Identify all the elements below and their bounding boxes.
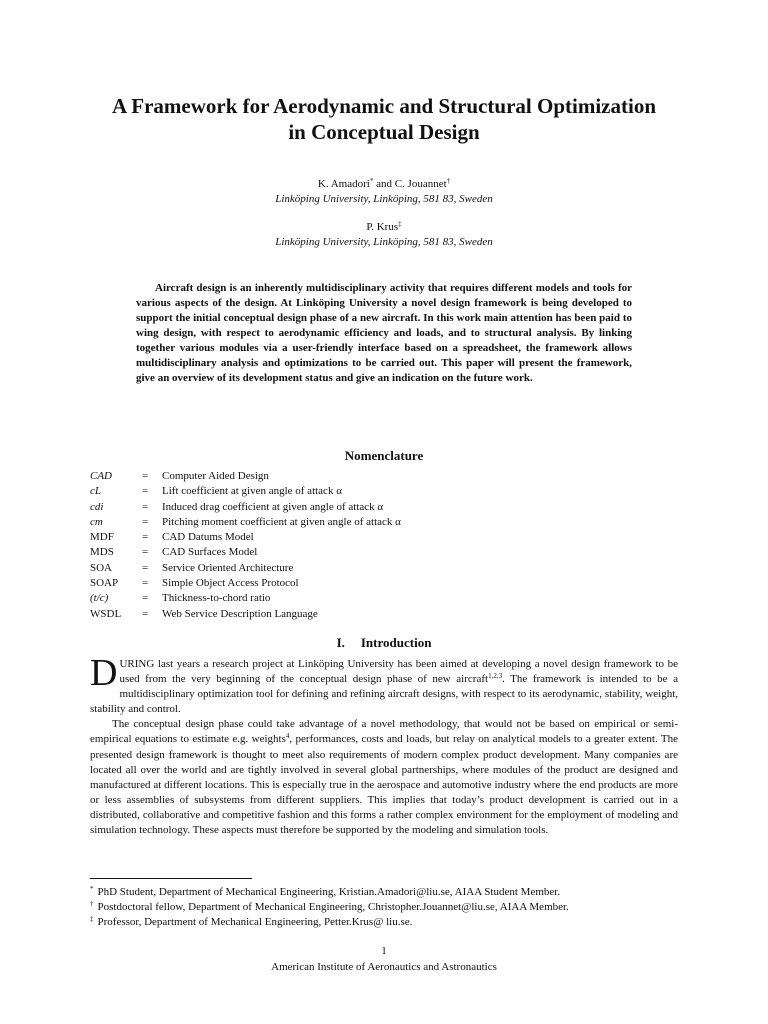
- nomenclature-equals: =: [142, 500, 149, 513]
- footnote: [90, 885, 569, 900]
- nomenclature-equals: =: [142, 561, 149, 574]
- nomenclature-equals: =: [142, 546, 149, 559]
- nomenclature-row: [90, 469, 401, 484]
- nomenclature-heading: Nomenclature: [344, 448, 424, 463]
- nomenclature-equals: =: [142, 592, 149, 605]
- nomenclature-row: [90, 530, 401, 545]
- nomenclature-equals: =: [142, 577, 149, 590]
- author-name-2: and C. Jouannet: [373, 178, 447, 190]
- abstract: Aircraft design is an inherently multidisciplinary activity that requires different models and tools for various aspects of the design. At Linköping University a novel design framework is being developed to support the initial conceptual design phase of a new aircraft. In this work main attention has been paid to wing design, with respect to aerodynamic efficiency and loads, and to structural analysis. By linking together various modules via a user-friendly interface based on a spreadsheet, the framework allows multidisciplinary analysis and optimizations to be carried out. This paper will present the framework, give an overview of its development status and give an indication on the future work.: [136, 282, 632, 384]
- nomenclature-equals: =: [142, 485, 149, 498]
- authors-line: [60, 177, 708, 192]
- citation-refs: 1,2,3: [488, 672, 503, 681]
- footnote-rule: [90, 878, 252, 879]
- page-number: 1: [381, 945, 387, 957]
- nomenclature-symbol: CAD: [90, 470, 112, 482]
- nomenclature-symbol: MDS: [90, 546, 114, 559]
- footnote-mark: *: [90, 885, 94, 893]
- footnote-text: Professor, Department of Mechanical Engineering, Petter.Krus@ liu.se.: [97, 916, 413, 929]
- nomenclature-equals: =: [142, 470, 149, 482]
- nomenclature-definition: Pitching moment coefficient at given angle of attack α: [162, 515, 401, 528]
- footer-organization: American Institute of Aeronautics and Astronautics: [271, 961, 497, 973]
- nomenclature-equals: =: [142, 515, 149, 528]
- nomenclature-equals: =: [142, 531, 149, 544]
- paragraph-1-text: URING last years a research project at Linköping University has been aimed at developing a novel design framework to be used from the very beginning of the conceptual design phase of new aircraft: [119, 658, 678, 686]
- nomenclature-symbol: (t/c): [90, 592, 109, 605]
- paragraph-1-text-end: . The framework is intended to be a multidisciplinary optimization tool for defining and refining aircraft designs, with respect to its aerodynamic, stability, weight, stability and control.: [90, 673, 678, 716]
- authors-line-2: [60, 220, 708, 235]
- nomenclature-row: [90, 500, 401, 515]
- nomenclature-symbol: MDF: [90, 531, 114, 544]
- nomenclature-row: [90, 515, 401, 530]
- nomenclature-definition: Service Oriented Architecture: [162, 561, 294, 574]
- paper-title: [60, 93, 708, 145]
- nomenclature-row: [90, 591, 401, 606]
- paragraph-2-text: The conceptual design phase could take advantage of a novel methodology, that would not be based on empirical or semi-empirical equations to estimate e.g. weights: [90, 718, 678, 746]
- footnote-text: PhD Student, Department of Mechanical Engineering, Kristian.Amadori@liu.se, AIAA Student Member.: [97, 886, 561, 898]
- section-heading-introduction: [60, 635, 708, 651]
- nomenclature-definition: Induced drag coefficient at given angle of attack α: [162, 500, 384, 513]
- nomenclature-row: [90, 561, 401, 576]
- footnote: [90, 900, 569, 915]
- section-title: Introduction: [360, 635, 432, 650]
- nomenclature-symbol: SOA: [90, 561, 113, 574]
- nomenclature-definition: Thickness-to-chord ratio: [162, 592, 271, 605]
- affiliation-2: Linköping University, Linköping, 581 83, Sweden: [275, 236, 493, 248]
- author-name-3: P. Krus: [366, 221, 399, 233]
- paragraph-2-text-end: , performances, costs and loads, but relay on analytical models to a greater extent. The presented design framework is thought to meet also requirements of modern complex product development. Many companies are located all over the world and are tightly involved in several global partnerships, where modules of the product are designed and manufactured at different locations. This is especially true in the aerospace and automotive industry where the end products are more or less assemblies of subsystems from different suppliers. This implies that today’s product development is carried out in a distributed, collaborative and competitive fashion and this forms a rather complex environment for the employment of modeling and simulation technology. These aspects must therefore be supported by the modeling and simulation tools.: [90, 733, 678, 837]
- footnotes: [90, 885, 569, 931]
- author-mark-3: ‡: [398, 220, 402, 228]
- citation-ref: 4: [285, 732, 290, 741]
- nomenclature-definition: Web Service Description Language: [162, 607, 318, 620]
- author-block: [60, 177, 708, 250]
- nomenclature-row: [90, 484, 401, 499]
- nomenclature-equals: =: [142, 607, 149, 620]
- paragraph-1: [90, 652, 678, 717]
- introduction-body: [90, 652, 678, 838]
- title-line-1: A Framework for Aerodynamic and Structural Optimization: [111, 94, 657, 118]
- nomenclature-definition: CAD Surfaces Model: [162, 546, 258, 559]
- nomenclature-symbol: cdi: [90, 500, 104, 513]
- nomenclature-list: [90, 469, 401, 622]
- nomenclature-symbol: SOAP: [90, 577, 119, 590]
- nomenclature-row: [90, 576, 401, 591]
- footnote-mark: ‡: [90, 915, 94, 924]
- nomenclature-row: [90, 607, 401, 622]
- nomenclature-row: [90, 545, 401, 560]
- nomenclature-definition: CAD Datums Model: [162, 531, 254, 544]
- author-name-1: K. Amadori: [317, 178, 370, 190]
- affiliation-1: Linköping University, Linköping, 581 83, Sweden: [275, 193, 493, 205]
- author-mark-1: *: [369, 177, 374, 185]
- nomenclature-symbol: WSDL: [90, 607, 122, 620]
- footnote: [90, 915, 569, 930]
- footnote-mark: †: [90, 900, 94, 909]
- paragraph-2: [90, 717, 678, 838]
- page-footer: [60, 943, 708, 975]
- author-mark-2: †: [446, 177, 451, 185]
- section-number: I.: [336, 635, 345, 650]
- nomenclature-symbol: cL: [90, 485, 101, 498]
- title-line-2: in Conceptual Design: [288, 120, 480, 144]
- nomenclature-definition: Simple Object Access Protocol: [162, 577, 299, 590]
- footnote-text: Postdoctoral fellow, Department of Mechanical Engineering, Christopher.Jouannet@liu.se, AIAA Member.: [97, 901, 569, 914]
- nomenclature-symbol: cm: [90, 515, 103, 528]
- nomenclature-definition: Lift coefficient at given angle of attack α: [162, 485, 342, 498]
- drop-cap: D: [90, 652, 118, 694]
- nomenclature-definition: Computer Aided Design: [162, 470, 269, 482]
